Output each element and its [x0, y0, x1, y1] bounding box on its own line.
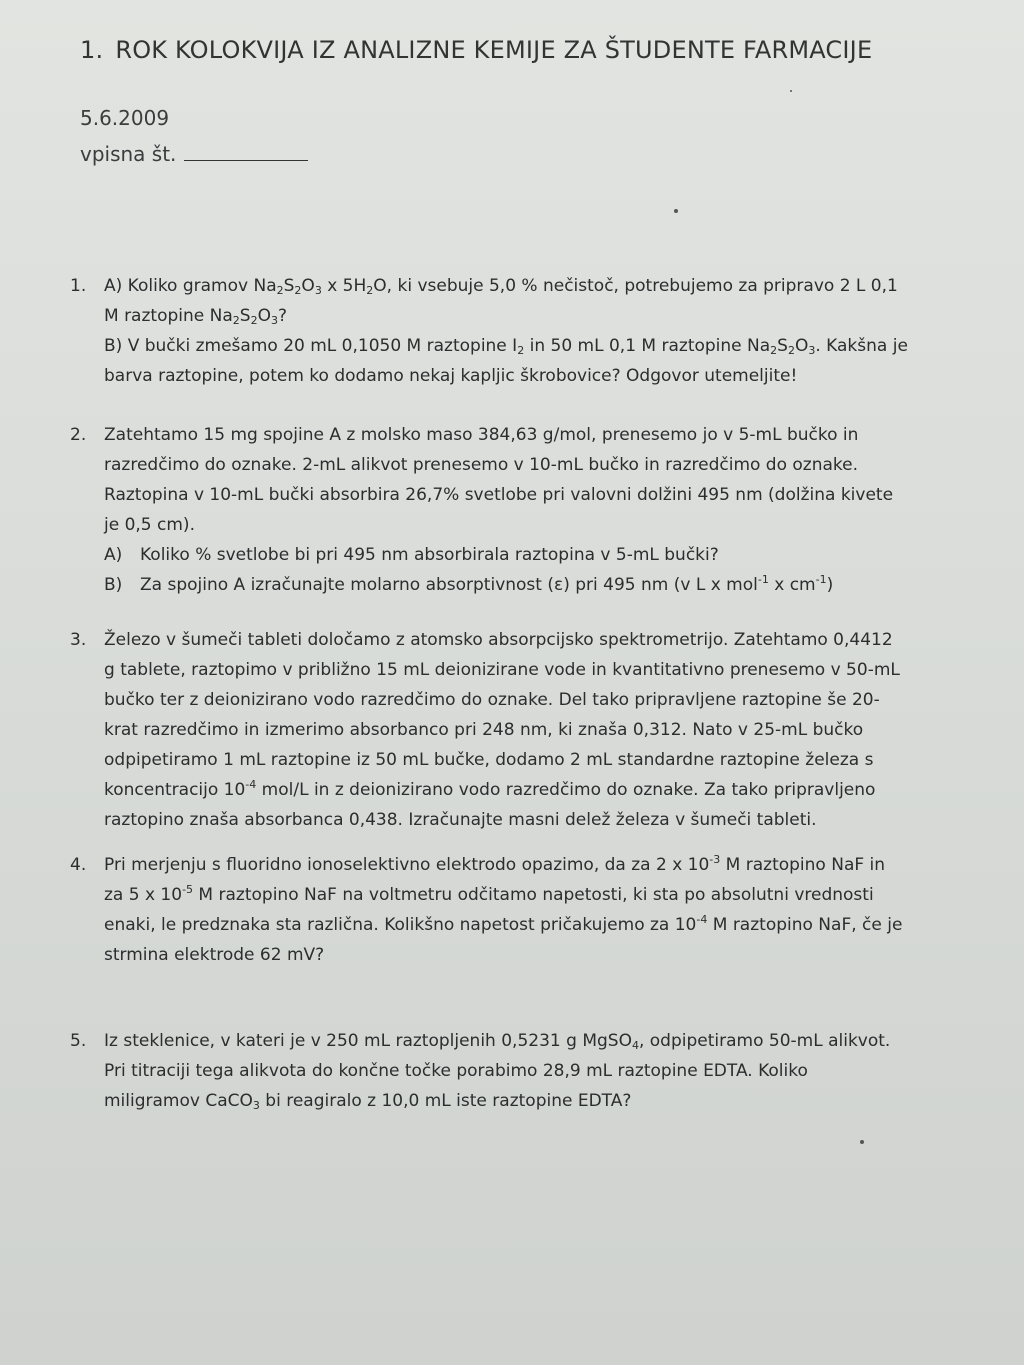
question-number: 4.	[70, 855, 87, 875]
q2-part-a: A) Koliko % svetlobe bi pri 495 nm absorbirala raztopina v 5-mL bučki?	[104, 545, 719, 565]
q2-line-2: razredčimo do oznake. 2-mL alikvot prenesemo v 10-mL bučko in razredčimo do oznake.	[104, 455, 859, 475]
q3-line-7: raztopino znaša absorbanca 0,438. Izračunajte masni delež železa v šumeči tableti.	[104, 810, 817, 830]
q3-line-4: krat razredčimo in izmerimo absorbanco pri 248 nm, ki znaša 0,312. Nato v 25-mL bučko	[104, 720, 864, 740]
question-4	[70, 850, 903, 970]
q2-part-b: B) Za spojino A izračunajte molarno absorptivnost (ε) pri 495 nm (v L x mol$^{-1}$ x $cm^{-1}$)	[104, 573, 834, 595]
q3-line-3: bučko ter z deionizirano vodo razredčimo do oznake. Del tako pripravljene raztopine še 20-	[104, 690, 880, 710]
question-number: 5.	[70, 1031, 87, 1051]
exam-title	[80, 36, 980, 64]
q4-line-1: Pri merjenju s fluoridno ionoselektivno elektrodo opazimo, da za 2 x $10^{-3}$ M raztopino NaF in	[104, 853, 886, 875]
q2-line-3: Raztopina v 10-mL bučki absorbira 26,7% svetlobe pri valovni dolžini 495 nm (dolžina kivete	[104, 485, 894, 505]
title-number: 1.	[80, 36, 104, 64]
q1-part-b-line-2: barva raztopine, potem ko dodamo nekaj kapljic škrobovice? Odgovor utemeljite!	[104, 366, 798, 386]
q5-line-2: Pri titraciji tega alikvota do končne točke porabimo 28,9 mL raztopine EDTA. Koliko	[104, 1061, 808, 1081]
title-text: ROK KOLOKVIJA IZ ANALIZNE KEMIJE ZA ŠTUDENTE FARMACIJE	[115, 36, 873, 64]
student-id-field	[80, 142, 308, 166]
q1-part-a-line-2: M raztopine $Na_2S_2O_3$?	[104, 306, 287, 327]
paper-speck	[674, 209, 678, 213]
q5-line-3: miligramov CaCO$_3$ bi reagiralo z 10,0 mL iste raztopine EDTA?	[104, 1091, 632, 1112]
q3-line-5: odpipetiramo 1 mL raztopine iz 50 mL bučke, dodamo 2 mL standardne raztopine železa s	[104, 750, 874, 770]
student-id-label: vpisna št.	[80, 142, 177, 166]
paper-speck	[790, 90, 792, 92]
q3-line-1: Železo v šumeči tableti določamo z atomsko absorpcijsko spektrometrijo. Zatehtamo 0,4412	[104, 630, 893, 650]
question-5	[70, 1026, 900, 1116]
question-1	[70, 271, 908, 391]
q4-line-2: za 5 x $10^{-5}$ M raztopino NaF na voltmetru odčitamo napetosti, ki sta po absolutni vrednosti	[104, 883, 874, 905]
question-2	[70, 420, 900, 600]
q3-line-6: koncentracijo $10^{-4}$ mol/L in z deionizirano vodo razredčimo do oznake. Za tako pripravljeno	[104, 778, 876, 800]
q1-part-b-line-1: B) V bučki zmešamo 20 mL 0,1050 M raztopine $I_2$ in 50 mL 0,1 M raztopine $Na_2S_2O_3$. Kakšna je	[104, 336, 908, 357]
question-3	[70, 625, 900, 835]
q5-line-1: Iz steklenice, v kateri je v 250 mL raztopljenih 0,5231 g MgSO$_4$, odpipetiramo 50-mL alikvot.	[104, 1031, 891, 1052]
q4-line-4: strmina elektrode 62 mV?	[104, 945, 325, 965]
exam-date: 5.6.2009	[80, 106, 170, 130]
q2-line-4: je 0,5 cm).	[104, 515, 195, 535]
q3-line-2: g tablete, raztopimo v približno 15 mL deionizirane vode in kvantitativno prenesemo v 50-mL	[104, 660, 900, 680]
question-number: 1.	[70, 276, 87, 296]
q1-part-a-line-1: A) Koliko gramov $Na_2S_2O_3$ x $5H_2O$, ki vsebuje 5,0 % nečistoč, potrebujemo za pripravo 2 L 0,1	[104, 276, 898, 297]
paper-speck	[860, 1140, 864, 1144]
q4-line-3: enaki, le predznaka sta različna. Kolikšno napetost pričakujemo za $10^{-4}$ M raztopino NaF, če je	[104, 913, 903, 935]
student-id-blank	[184, 144, 308, 161]
question-number: 2.	[70, 425, 87, 445]
q2-line-1: Zatehtamo 15 mg spojine A z molsko maso 384,63 g/mol, prenesemo jo v 5-mL bučko in	[104, 425, 859, 445]
question-number: 3.	[70, 630, 87, 650]
